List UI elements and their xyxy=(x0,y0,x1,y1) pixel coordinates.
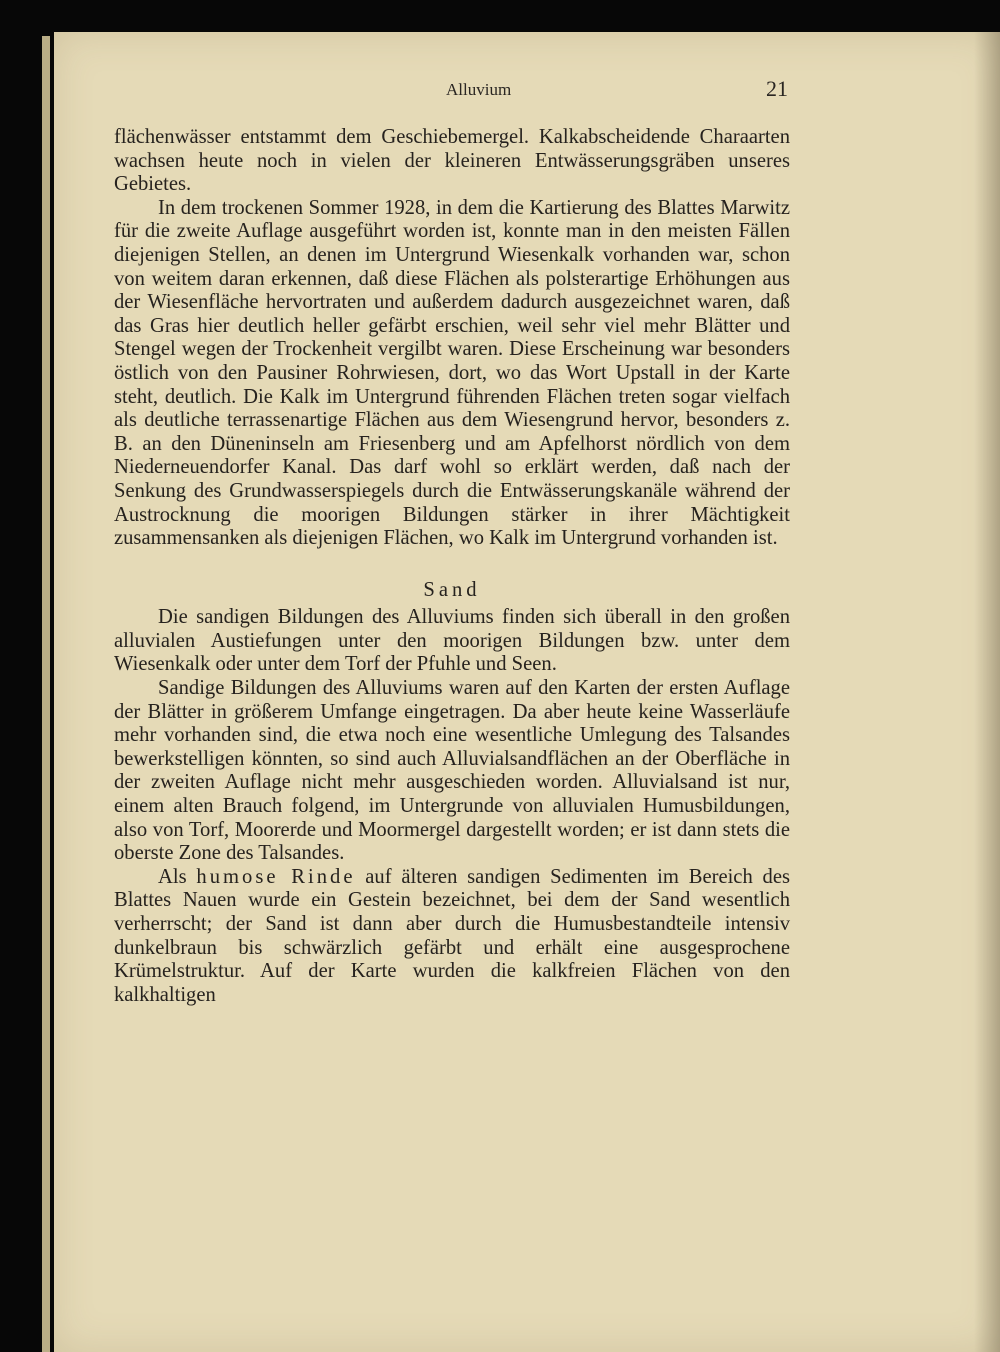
paragraph-summer-1928: In dem trockenen Sommer 1928, in dem die Kartierung des Blattes Marwitz für die zweite Auflage ausgeführt worden ist, konnte man in den meisten Fällen diejenigen Stellen, an denen im Untergrund Wiesenkalk vorhanden war, schon von weitem daran erkennen, daß diese Flächen als polsterartige Erhöhungen aus der Wiesenfläche hervortraten und außerdem dadurch ausgezeichnet waren, daß das Gras hier deutlich heller gefärbt erschien, weil sehr viel mehr Blätter und Stengel wegen der Trockenheit vergilbt waren. Diese Erscheinung war besonders östlich von den Pausiner Rohrwiesen, dort, wo das Wort Upstall in der Karte steht, deutlich. Die Kalk im Untergrund führenden Flächen treten sogar vielfach als deutliche terrassenartige Flächen aus dem Wiesengrund hervor, besonders z. B. an den Düneninseln am Friesenberg und am Apfelhorst nördlich von dem Niederneuendorfer Kanal. Das darf wohl so erklärt werden, daß nach der Senkung des Grundwasserspiegels durch die Entwässerungskanäle während der Austrocknung die moorigen Bildungen stärker in ihrer Mächtigkeit zusammensanken als diejenigen Flächen, wo Kalk im Untergrund vorhanden ist. xyxy=(114,196,790,550)
running-title: Alluvium xyxy=(446,80,512,99)
body-text xyxy=(114,126,790,1007)
binding-edge xyxy=(42,36,50,1352)
humose-lead-word: Als xyxy=(158,865,187,888)
running-header xyxy=(54,76,1000,106)
page-number: 21 xyxy=(766,76,788,101)
humose-rinde-term: humose Rinde xyxy=(196,865,356,888)
paragraph-humose-rinde xyxy=(114,866,790,1008)
section-heading-sand: Sand xyxy=(423,578,481,601)
paragraph-sand-editions: Sandige Bildungen des Alluviums waren auf den Karten der ersten Auflage der Blätter in größerem Umfange eingetragen. Da aber heute keine Wasserläufe mehr vorhanden sind, die etwa noch eine wesentliche Umlegung des Talsandes bewerkstelligen könnten, so sind auch Alluvialsandflächen an der Oberfläche in der zweiten Auflage nicht mehr ausgeschieden worden. Alluvialsand ist nur, einem alten Brauch folgend, im Untergrunde von alluvialen Humusbildungen, also von Torf, Moorerde und Moormergel dargestellt worden; er ist dann stets die oberste Zone des Talsandes. xyxy=(114,677,790,865)
book-page xyxy=(54,32,1000,1352)
paragraph-sand-intro: Die sandigen Bildungen des Alluviums finden sich überall in den großen alluvialen Austiefungen unter den moorigen Bildungen bzw. unter dem Wiesenkalk oder unter dem Torf der Pfuhle und Seen. xyxy=(114,606,790,676)
humose-rest-text: auf älteren sandigen Sedimenten im Bereich des Blattes Nauen wurde ein Gestein bezeichnet, bei dem der Sand wesentlich verherrscht; der Sand ist dann aber durch die Humusbestandteile intensiv dunkelbraun bis schwärzlich gefärbt und erhält eine ausgesprochene Krümelstruktur. Auf der Karte wurden die kalkfreien Flächen von den kalkhaltigen xyxy=(114,865,790,1006)
page-edge-shadow xyxy=(974,32,1000,1352)
paragraph-continuation: flächenwässer entstammt dem Geschiebemergel. Kalkabscheidende Charaarten wachsen heute noch in vielen der kleineren Entwässerungsgräben unseres Gebietes. xyxy=(114,126,790,196)
